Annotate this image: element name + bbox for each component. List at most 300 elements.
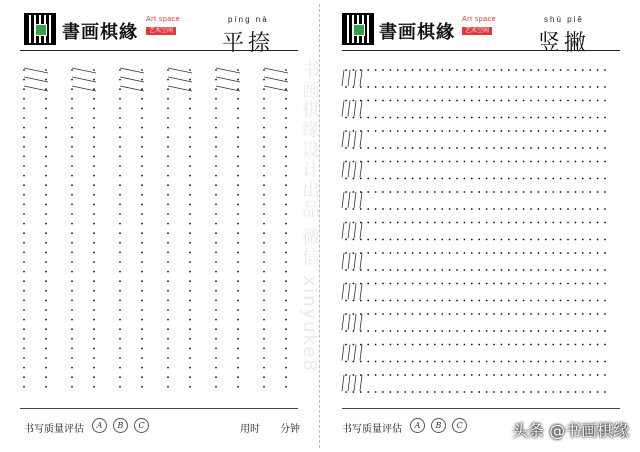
trace-dot [71, 232, 73, 234]
trace-dot [263, 223, 265, 225]
trace-dot [582, 391, 584, 393]
trace-dot [119, 242, 121, 244]
trace-dot [412, 391, 414, 393]
trace-dot [575, 100, 577, 102]
trace-dot [167, 165, 169, 167]
trace-dot [23, 156, 25, 158]
trace-dot [141, 69, 143, 71]
trace-dot [390, 374, 392, 376]
trace-dot [493, 161, 495, 163]
trace-dot [464, 117, 466, 119]
trace-dot [382, 117, 384, 119]
trace-dot [412, 86, 414, 88]
trace-dot [367, 344, 369, 346]
trace-dot [434, 86, 436, 88]
trace-dot [501, 86, 503, 88]
grade-b[interactable]: B [113, 418, 128, 433]
trace-dot [390, 239, 392, 241]
trace-dot [515, 191, 517, 193]
trace-dot [263, 367, 265, 369]
trace-dot [501, 222, 503, 224]
trace-dot [397, 147, 399, 149]
trace-dot [515, 222, 517, 224]
trace-dot [604, 361, 606, 363]
trace-dot [263, 280, 265, 282]
trace-dot [345, 252, 347, 254]
grade-a[interactable]: A [410, 418, 425, 433]
trace-dot [589, 269, 591, 271]
trace-dot [119, 328, 121, 330]
trace-dot [23, 146, 25, 148]
trace-dot [575, 147, 577, 149]
trace-dot [604, 69, 606, 71]
stroke-guide [72, 68, 96, 73]
trace-dot [237, 117, 239, 119]
trace-dot [71, 309, 73, 311]
trace-dot [449, 222, 451, 224]
trace-dot [45, 328, 47, 330]
trace-dot [263, 242, 265, 244]
trace-dot [23, 242, 25, 244]
brand-subtitle: Art space [146, 16, 181, 23]
trace-dot [285, 242, 287, 244]
trace-dot [390, 300, 392, 302]
grade-c[interactable]: C [134, 418, 149, 433]
trace-dot [597, 100, 599, 102]
trace-dot [345, 269, 347, 271]
trace-dot [589, 117, 591, 119]
quality-label: 书写质量评估 [24, 424, 84, 435]
trace-dot [449, 100, 451, 102]
trace-dot [478, 300, 480, 302]
trace-dot [412, 222, 414, 224]
trace-dot [449, 252, 451, 254]
trace-dot [45, 357, 47, 359]
trace-dot [167, 69, 169, 71]
trace-dot [382, 130, 384, 132]
trace-dot [375, 252, 377, 254]
trace-dot [545, 283, 547, 285]
trace-dot [493, 252, 495, 254]
trace-dot [515, 161, 517, 163]
trace-dot [597, 283, 599, 285]
trace-dot [545, 178, 547, 180]
trace-dot [501, 391, 503, 393]
trace-dot [45, 108, 47, 110]
trace-dot [45, 175, 47, 177]
trace-dot [45, 117, 47, 119]
trace-dot [434, 239, 436, 241]
trace-dot [360, 191, 362, 193]
trace-dot [23, 127, 25, 129]
trace-dot [345, 300, 347, 302]
trace-dot [189, 290, 191, 292]
trace-dot [486, 178, 488, 180]
trace-dot [263, 204, 265, 206]
trace-dot [552, 374, 554, 376]
trace-dot [464, 300, 466, 302]
trace-dot [412, 147, 414, 149]
trace-dot [45, 367, 47, 369]
trace-dot [567, 344, 569, 346]
trace-dot [530, 252, 532, 254]
trace-dot [189, 348, 191, 350]
trace-dot [367, 222, 369, 224]
trace-dot [167, 328, 169, 330]
trace-dot [353, 222, 355, 224]
trace-dot [471, 239, 473, 241]
trace-dot [441, 239, 443, 241]
trace-dot [71, 300, 73, 302]
trace-dot [508, 191, 510, 193]
trace-dot [215, 165, 217, 167]
trace-dot [285, 108, 287, 110]
trace-dot [597, 161, 599, 163]
trace-dot [486, 208, 488, 210]
trace-dot [215, 194, 217, 196]
trace-dot [582, 222, 584, 224]
trace-dot [478, 239, 480, 241]
trace-dot [390, 86, 392, 88]
trace-dot [441, 130, 443, 132]
trace-dot [382, 374, 384, 376]
trace-dot [237, 98, 239, 100]
grade-c[interactable]: C [452, 418, 467, 433]
trace-dot [441, 300, 443, 302]
trace-dot [382, 313, 384, 315]
trace-dot [141, 175, 143, 177]
trace-dot [71, 117, 73, 119]
trace-dot [237, 213, 239, 215]
stroke-guide [342, 70, 344, 86]
trace-dot [493, 391, 495, 393]
trace-dot [427, 86, 429, 88]
trace-dot [45, 204, 47, 206]
trace-dot [419, 130, 421, 132]
trace-dot [493, 300, 495, 302]
trace-dot [167, 261, 169, 263]
trace-dot [501, 252, 503, 254]
trace-dot [71, 367, 73, 369]
stroke-guide [360, 70, 362, 86]
trace-dot [449, 178, 451, 180]
trace-dot [93, 69, 95, 71]
trace-dot [45, 242, 47, 244]
trace-dot [360, 147, 362, 149]
trace-dot [353, 117, 355, 119]
trace-dot [23, 213, 25, 215]
trace-dot [375, 344, 377, 346]
trace-dot [456, 222, 458, 224]
stroke-guide [354, 284, 356, 300]
trace-dot [375, 208, 377, 210]
trace-dot [419, 283, 421, 285]
trace-dot [215, 69, 217, 71]
trace-dot [237, 136, 239, 138]
trace-dot [167, 136, 169, 138]
trace-dot [237, 108, 239, 110]
trace-dot [345, 313, 347, 315]
trace-dot [441, 191, 443, 193]
trace-dot [367, 178, 369, 180]
trace-dot [237, 328, 239, 330]
trace-dot [23, 136, 25, 138]
trace-dot [560, 361, 562, 363]
trace-dot [419, 374, 421, 376]
trace-dot [545, 208, 547, 210]
trace-dot [141, 232, 143, 234]
trace-dot [345, 239, 347, 241]
trace-dot [501, 208, 503, 210]
trace-dot [582, 161, 584, 163]
trace-dot [508, 252, 510, 254]
trace-dot [441, 330, 443, 332]
trace-dot [167, 223, 169, 225]
trace-dot [23, 232, 25, 234]
trace-dot [215, 213, 217, 215]
trace-dot [71, 252, 73, 254]
trace-dot [478, 391, 480, 393]
trace-dot [434, 161, 436, 163]
trace-dot [501, 178, 503, 180]
trace-dot [604, 147, 606, 149]
trace-dot [285, 223, 287, 225]
trace-dot [215, 175, 217, 177]
trace-dot [449, 391, 451, 393]
trace-dot [141, 376, 143, 378]
trace-dot [567, 330, 569, 332]
trace-dot [397, 344, 399, 346]
trace-dot [215, 223, 217, 225]
trace-dot [419, 361, 421, 363]
trace-dot [119, 232, 121, 234]
stroke-guide [72, 77, 96, 82]
trace-dot [215, 348, 217, 350]
trace-dot [486, 130, 488, 132]
trace-dot [375, 69, 377, 71]
trace-dot [434, 330, 436, 332]
trace-dot [560, 130, 562, 132]
trace-dot [404, 269, 406, 271]
trace-dot [567, 374, 569, 376]
trace-dot [119, 88, 121, 90]
trace-dot [167, 184, 169, 186]
stroke-guide [348, 375, 350, 391]
trace-dot [189, 88, 191, 90]
trace-dot [353, 147, 355, 149]
trace-dot [263, 376, 265, 378]
trace-dot [449, 283, 451, 285]
trace-dot [263, 252, 265, 254]
trace-dot [71, 175, 73, 177]
trace-dot [141, 309, 143, 311]
trace-dot [237, 252, 239, 254]
trace-dot [419, 300, 421, 302]
trace-dot [449, 69, 451, 71]
trace-dot [486, 313, 488, 315]
trace-dot [141, 108, 143, 110]
trace-dot [523, 374, 525, 376]
trace-dot [397, 300, 399, 302]
trace-dot [390, 344, 392, 346]
trace-dot [493, 117, 495, 119]
trace-dot [285, 328, 287, 330]
trace-dot [530, 208, 532, 210]
trace-dot [545, 252, 547, 254]
trace-dot [441, 361, 443, 363]
trace-dot [119, 338, 121, 340]
trace-dot [360, 374, 362, 376]
trace-dot [404, 147, 406, 149]
trace-dot [545, 117, 547, 119]
trace-dot [538, 161, 540, 163]
trace-dot [575, 239, 577, 241]
trace-dot [45, 309, 47, 311]
trace-dot [345, 330, 347, 332]
trace-dot [523, 86, 525, 88]
trace-dot [141, 127, 143, 129]
brand-tag: 艺术空间 [146, 27, 176, 35]
trace-dot [23, 98, 25, 100]
trace-dot [456, 69, 458, 71]
trace-dot [456, 161, 458, 163]
trace-dot [397, 239, 399, 241]
trace-dot [23, 280, 25, 282]
trace-dot [23, 184, 25, 186]
trace-dot [501, 117, 503, 119]
trace-dot [263, 328, 265, 330]
trace-dot [237, 88, 239, 90]
trace-dot [167, 280, 169, 282]
trace-dot [189, 252, 191, 254]
trace-dot [567, 300, 569, 302]
stroke-title: 竖撇 [538, 31, 591, 56]
grade-a[interactable]: A [92, 418, 107, 433]
trace-dot [360, 161, 362, 163]
trace-dot [93, 232, 95, 234]
trace-dot [486, 283, 488, 285]
trace-dot [93, 146, 95, 148]
trace-dot [285, 117, 287, 119]
trace-dot [263, 88, 265, 90]
trace-dot [119, 127, 121, 129]
trace-dot [493, 283, 495, 285]
trace-dot [367, 391, 369, 393]
trace-dot [382, 147, 384, 149]
trace-dot [582, 330, 584, 332]
trace-dot [23, 319, 25, 321]
trace-dot [375, 222, 377, 224]
trace-dot [45, 136, 47, 138]
trace-dot [345, 391, 347, 393]
trace-dot [478, 330, 480, 332]
trace-dot [508, 330, 510, 332]
trace-dot [427, 300, 429, 302]
trace-dot [167, 146, 169, 148]
trace-dot [141, 194, 143, 196]
trace-dot [360, 100, 362, 102]
trace-dot [345, 69, 347, 71]
trace-dot [441, 283, 443, 285]
trace-dot [538, 374, 540, 376]
trace-dot [360, 222, 362, 224]
trace-dot [215, 357, 217, 359]
trace-dot [45, 194, 47, 196]
trace-dot [367, 374, 369, 376]
trace-dot [237, 261, 239, 263]
trace-dot [45, 271, 47, 273]
trace-dot [560, 239, 562, 241]
trace-dot [23, 357, 25, 359]
quality-label: 书写质量评估 [342, 424, 402, 435]
trace-dot [167, 376, 169, 378]
trace-dot [508, 344, 510, 346]
trace-dot [545, 86, 547, 88]
trace-dot [589, 300, 591, 302]
trace-dot [449, 191, 451, 193]
trace-dot [71, 261, 73, 263]
trace-dot [390, 130, 392, 132]
trace-dot [597, 344, 599, 346]
trace-dot [404, 130, 406, 132]
trace-dot [515, 69, 517, 71]
trace-dot [382, 86, 384, 88]
stroke-guide [342, 375, 344, 391]
trace-dot [404, 191, 406, 193]
trace-dot [486, 86, 488, 88]
trace-dot [285, 357, 287, 359]
trace-dot [119, 204, 121, 206]
trace-dot [589, 391, 591, 393]
trace-dot [501, 300, 503, 302]
trace-dot [382, 361, 384, 363]
trace-dot [427, 391, 429, 393]
trace-dot [23, 338, 25, 340]
stroke-guide [216, 86, 240, 91]
trace-dot [486, 222, 488, 224]
trace-dot [567, 147, 569, 149]
trace-dot [597, 361, 599, 363]
trace-dot [597, 69, 599, 71]
trace-dot [353, 86, 355, 88]
trace-dot [582, 313, 584, 315]
trace-dot [582, 283, 584, 285]
trace-dot [189, 98, 191, 100]
trace-dot [589, 130, 591, 132]
trace-dot [552, 208, 554, 210]
trace-dot [464, 222, 466, 224]
stroke-guide [354, 131, 356, 147]
trace-dot [412, 100, 414, 102]
trace-dot [530, 361, 532, 363]
trace-dot [449, 147, 451, 149]
trace-dot [538, 252, 540, 254]
trace-dot [167, 367, 169, 369]
trace-dot [285, 376, 287, 378]
trace-dot [456, 191, 458, 193]
trace-dot [486, 269, 488, 271]
trace-dot [419, 117, 421, 119]
trace-dot [189, 117, 191, 119]
trace-dot [93, 348, 95, 350]
trace-dot [538, 283, 540, 285]
trace-dot [501, 283, 503, 285]
trace-dot [478, 283, 480, 285]
trace-dot [345, 191, 347, 193]
trace-dot [404, 86, 406, 88]
grade-b[interactable]: B [431, 418, 446, 433]
trace-dot [189, 213, 191, 215]
